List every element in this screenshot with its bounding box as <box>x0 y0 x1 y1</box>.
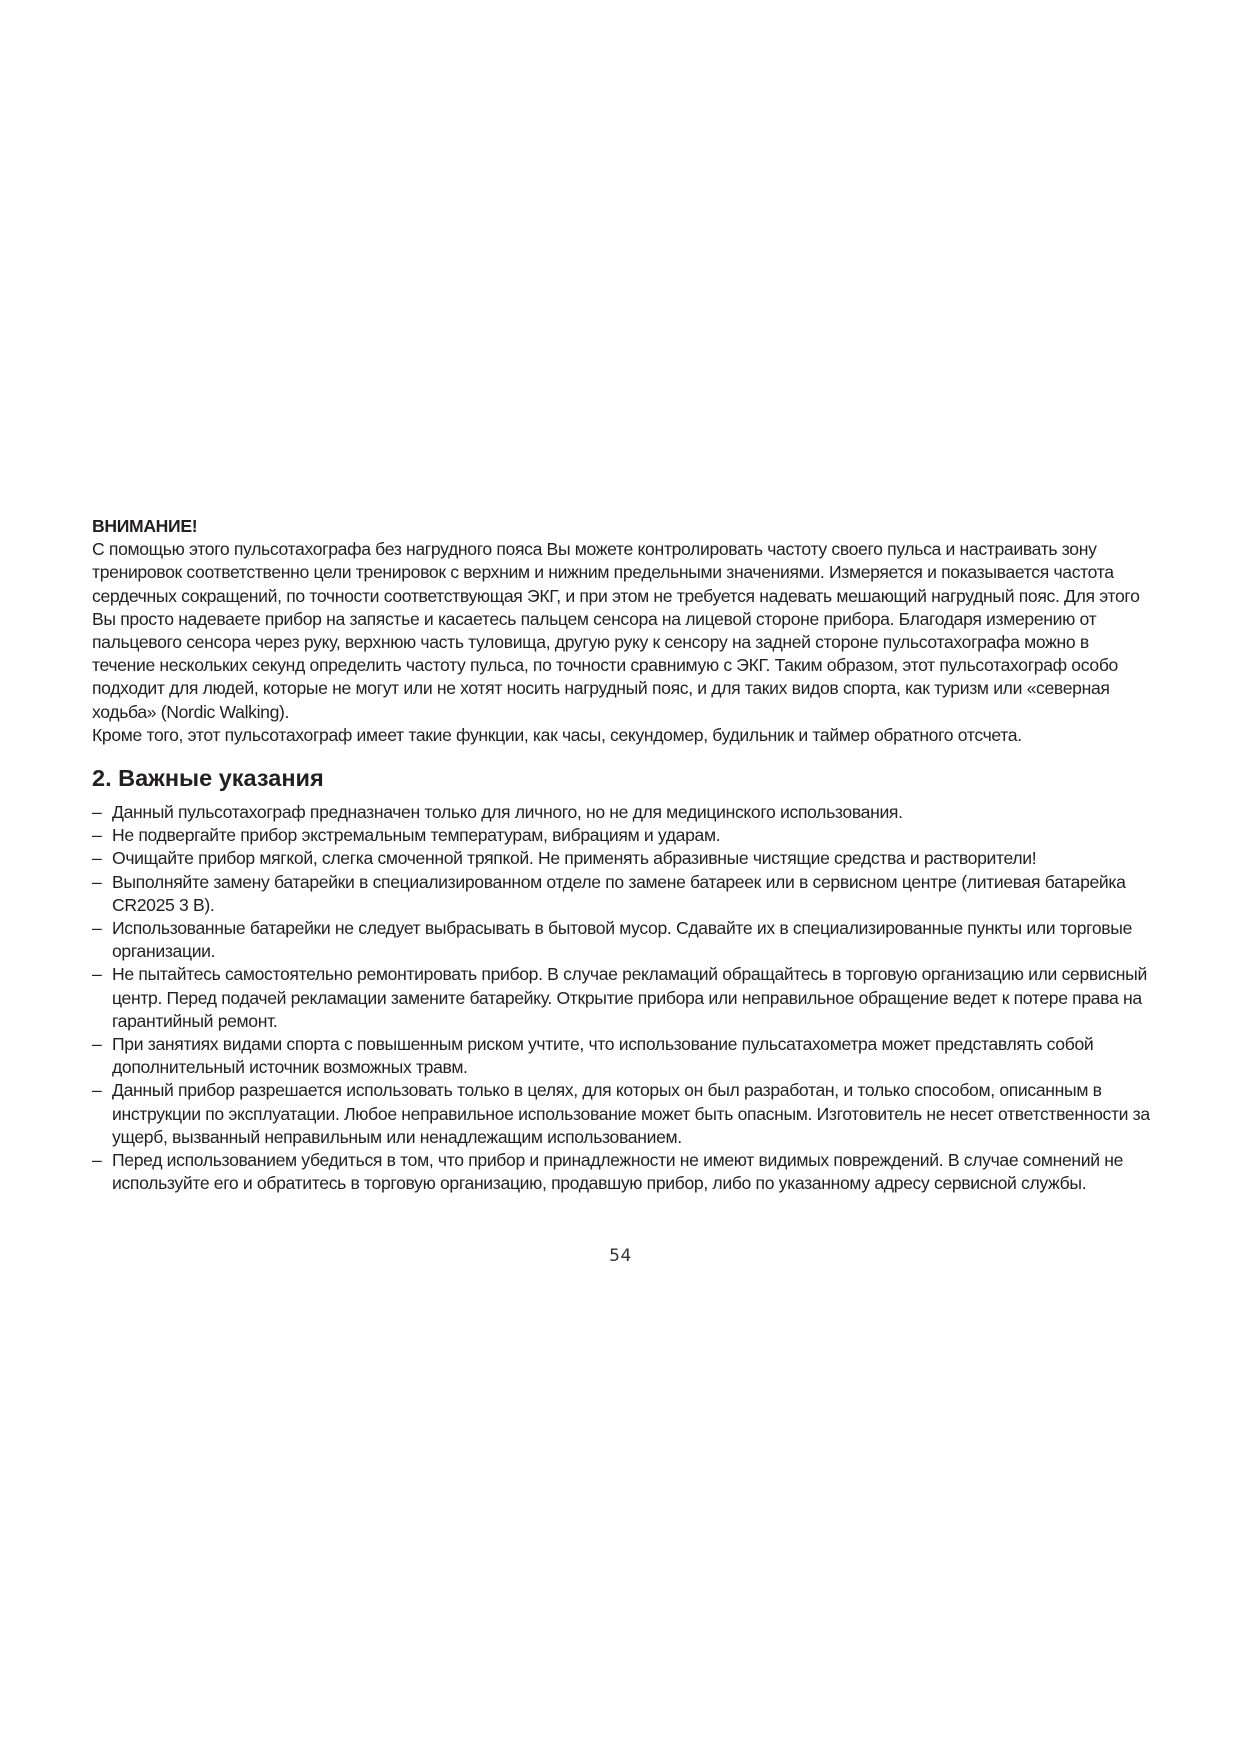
section-heading: 2. Важные указания <box>92 765 324 792</box>
list-item <box>92 917 1150 963</box>
list-bullet: – <box>92 848 102 869</box>
list-item <box>92 801 1150 824</box>
list-item <box>92 824 1150 847</box>
list-item-text: Очищайте прибор мягкой, слегка смоченной тряпкой. Не применять абразивные чистящие средства и растворители! <box>112 848 1037 869</box>
page-number: 54 <box>609 1246 632 1266</box>
warning-block <box>92 515 1150 747</box>
list-item-text: Использованные батарейки не следует выбрасывать в бытовой мусор. Сдавайте их в специализированные пункты или торговые организации. <box>112 918 1133 962</box>
warning-paragraph: Кроме того, этот пульсотахограф имеет такие функции, как часы, секундомер, будильник и таймер обратного отсчета. <box>92 724 1022 745</box>
list-bullet: – <box>92 964 102 985</box>
list-item <box>92 1033 1150 1079</box>
list-item <box>92 871 1150 917</box>
list-bullet: – <box>92 1080 102 1101</box>
list-item-text: Перед использованием убедиться в том, что прибор и принадлежности не имеют видимых повреждений. В случае сомнений не используйте его и обратитесь в торговую организацию, продавшую прибор, либо по указанному адресу сервисной службы. <box>112 1150 1124 1194</box>
page-content <box>92 515 1150 1195</box>
list-item-text: Не пытайтесь самостоятельно ремонтировать прибор. В случае рекламаций обращайтесь в торговую организацию или сервисный центр. Перед подачей рекламации замените батарейку. Открытие прибора или неправильное обращение ведет к потере права на гарантийный ремонт. <box>112 964 1147 1031</box>
warning-title: ВНИМАНИЕ! <box>92 516 198 536</box>
list-item-text: Не подвергайте прибор экстремальным температурам, вибрациям и ударам. <box>112 825 721 846</box>
warning-paragraph: С помощью этого пульсотахографа без нагрудного пояса Вы можете контролировать частоту своего пульса и настраивать зону тренировок соответственно цели тренировок с верхним и нижним предельными значениями. Измеряется и показывается частота сердечных сокращений, по точности соответствующая ЭКГ, и при этом не требуется надевать мешающий нагрудный пояс. Для этого Вы просто надеваете прибор на запястье и касаетесь пальцем сенсора на лицевой стороне прибора. Благодаря измерению от пальцевого сенсора через руку, верхнюю часть туловища, другую руку к сенсору на задней стороне пульсотахографа можно в течение нескольких секунд определить частоту пульса, по точности сравнимую с ЭКГ. Таким образом, этот пульсотахограф особо подходит для людей, которые не могут или не хотят носить нагрудный пояс, и для таких видов спорта, как туризм или «северная ходьба» (Nordic Walking). <box>92 539 1140 722</box>
list-item-text: При занятиях видами спорта с повышенным риском учтите, что использование пульсатахометра может представлять собой дополнительный источник возможных травм. <box>112 1034 1094 1078</box>
list-bullet: – <box>92 1150 102 1171</box>
list-bullet: – <box>92 802 102 823</box>
warning-body <box>92 538 1150 747</box>
list-item <box>92 1079 1150 1149</box>
list-bullet: – <box>92 1034 102 1055</box>
list-item-text: Данный прибор разрешается использовать только в целях, для которых он был разработан, и только способом, описанным в инструкции по эксплуатации. Любое неправильное использование может быть опасным. Изготовитель не несет ответственности за ущерб, вызванный неправильным или ненадлежащим использованием. <box>112 1080 1150 1147</box>
list-item <box>92 963 1150 1033</box>
list-bullet: – <box>92 871 102 892</box>
important-notes-list <box>92 801 1150 1195</box>
list-item-text: Данный пульсотахограф предназначен только для личного, но не для медицинского использования. <box>112 802 903 823</box>
list-item-text: Выполняйте замену батарейки в специализированном отделе по замене батареек или в сервисном центре (литиевая батарейка CR2025 3 В). <box>112 871 1126 915</box>
list-bullet: – <box>92 918 102 939</box>
list-item <box>92 847 1150 870</box>
list-item <box>92 1149 1150 1195</box>
list-bullet: – <box>92 825 102 846</box>
